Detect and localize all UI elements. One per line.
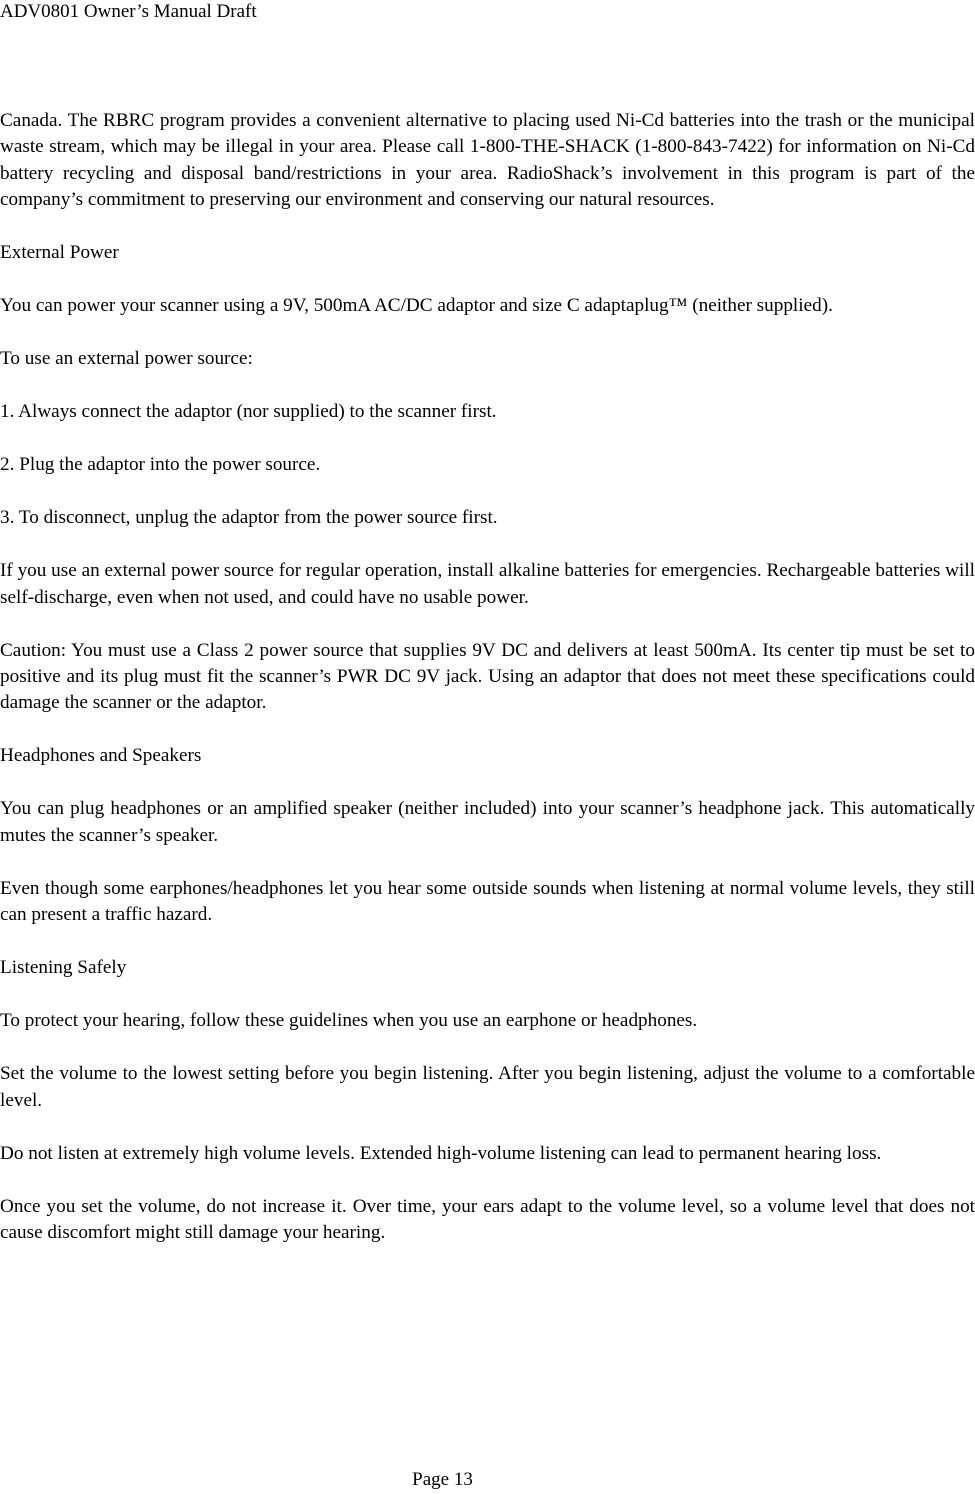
paragraph-caution: Caution: You must use a Class 2 power source that supplies 9V DC and delivers at least 500mA. Its center tip must be set to positive and its plug must fit the scanner’s PWR DC 9V jack. Using an adaptor that does not meet these specifications could damage the scanner or the adaptor.	[0, 639, 975, 714]
document-body	[0, 108, 975, 1273]
page-number: Page 13	[412, 1469, 473, 1490]
step-3-disconnect: 3. To disconnect, unplug the adaptor from the power source first.	[0, 507, 498, 529]
paragraph-external-power-intro: To use an external power source:	[0, 348, 253, 370]
paragraph-alkaline-batteries: If you use an external power source for regular operation, install alkaline batteries for emergencies. Rechargeable batteries will self-discharge, even when not used, and could have no usable power.	[0, 560, 975, 608]
paragraph-high-volume: Do not listen at extremely high volume levels. Extended high-volume listening can lead to permanent hearing loss.	[0, 1142, 882, 1164]
paragraph-headphone-jack: You can plug headphones or an amplified speaker (neither included) into your scanner’s headphone jack. This automatically mutes the scanner’s speaker.	[0, 798, 975, 846]
paragraph-power-adaptor: You can power your scanner using a 9V, 500mA AC/DC adaptor and size C adaptaplug™ (neither supplied).	[0, 295, 833, 317]
step-1-connect-adaptor: 1. Always connect the adaptor (nor supplied) to the scanner first.	[0, 401, 497, 423]
paragraph-traffic-hazard: Even though some earphones/headphones let you hear some outside sounds when listening at normal volume levels, they still can present a traffic hazard.	[0, 877, 975, 926]
paragraph-set-volume: Set the volume to the lowest setting before you begin listening. After you begin listening, adjust the volume to a comfortable level.	[0, 1063, 975, 1111]
paragraph-hearing-guidelines: To protect your hearing, follow these guidelines when you use an earphone or headphones.	[0, 1010, 698, 1032]
heading-external-power: External Power	[0, 242, 119, 264]
heading-listening-safely: Listening Safely	[0, 957, 127, 979]
step-2-plug-adaptor: 2. Plug the adaptor into the power source.	[0, 454, 321, 476]
heading-headphones-speakers: Headphones and Speakers	[0, 745, 202, 767]
paragraph-volume-adapt: Once you set the volume, do not increase it. Over time, your ears adapt to the volume level, so a volume level that does not cause discomfort might still damage your hearing.	[0, 1195, 975, 1244]
running-header: ADV0801 Owner’s Manual Draft	[0, 1, 257, 22]
paragraph-rbrc-recycling: Canada. The RBRC program provides a convenient alternative to placing used Ni-Cd batteries into the trash or the municipal waste stream, which may be illegal in your area. Please call 1-800-THE-SHACK (1-800-843-7422) for information on Ni-Cd battery recycling and disposal band/restrictions in your area. RadioShack’s involvement in this program is part of the company’s commitment to preserving our environment and conserving our natural resources.	[0, 110, 975, 211]
